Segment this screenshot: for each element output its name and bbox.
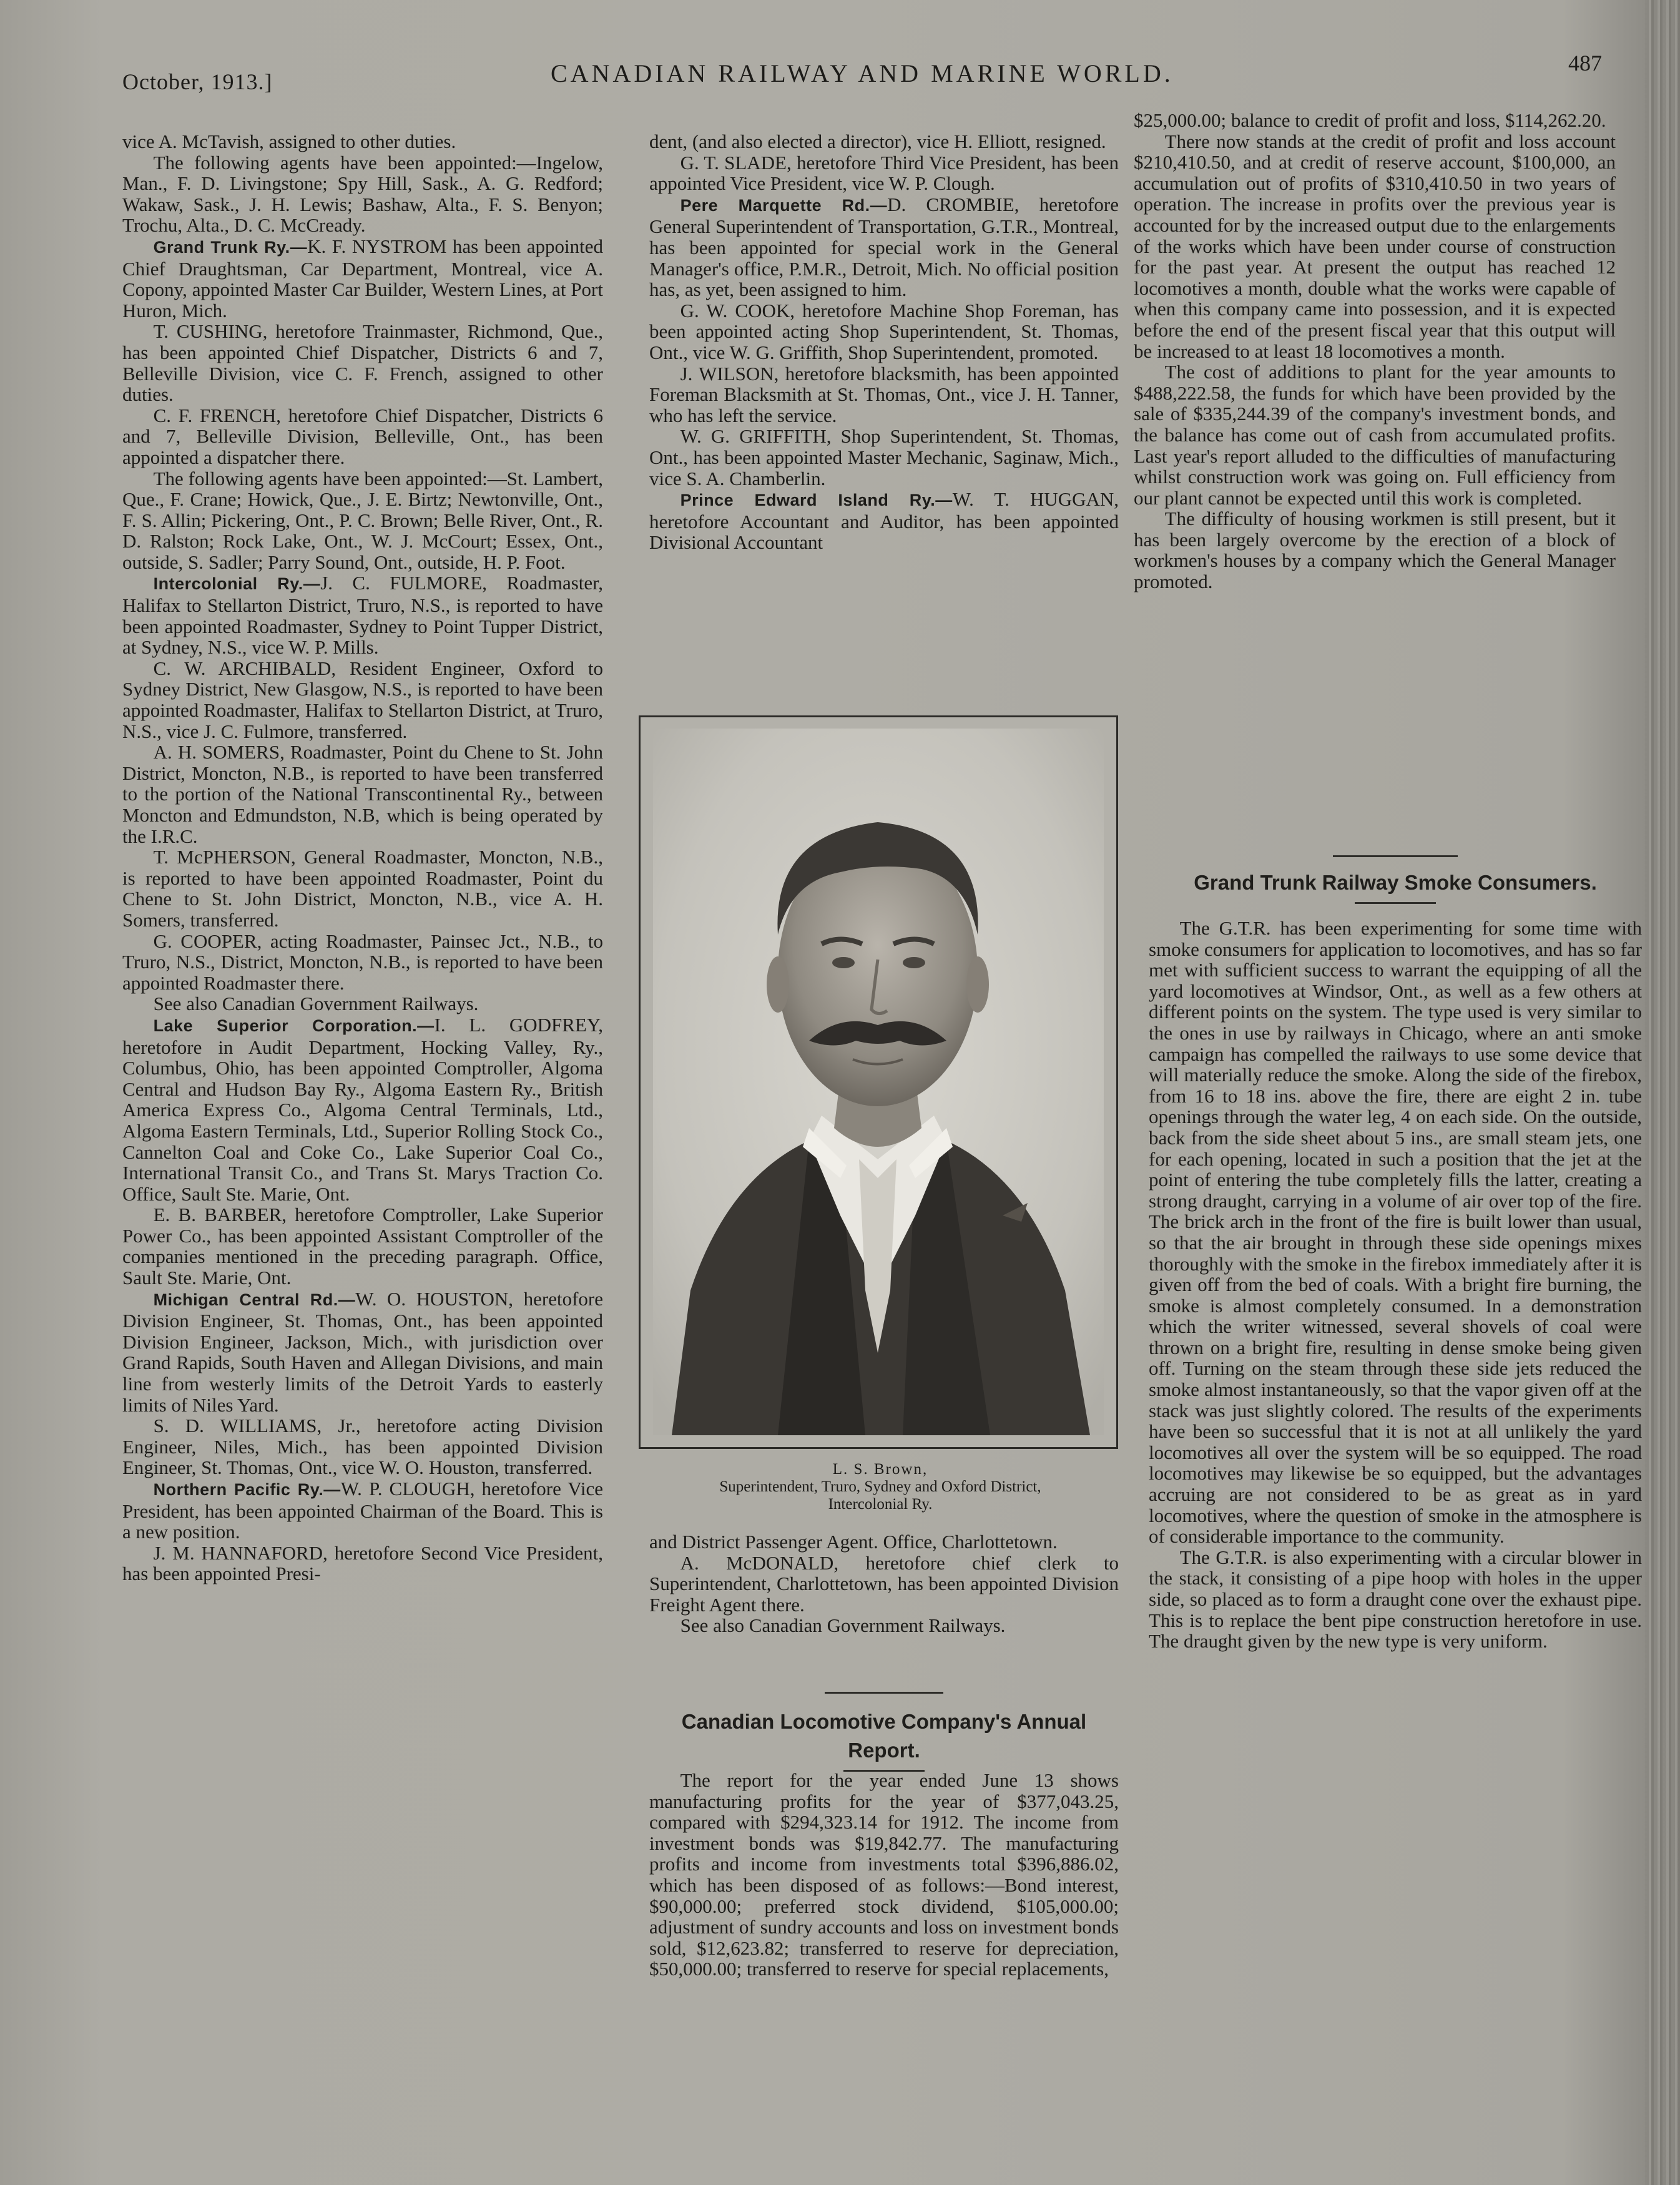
paragraph xyxy=(1149,918,1642,1547)
section-heading-smoke-consumers xyxy=(1149,855,1642,904)
paragraph xyxy=(649,489,1119,553)
issue-date: October, 1913.] xyxy=(122,69,273,94)
company-heading: Northern Pacific Ry.— xyxy=(153,1480,341,1499)
heading-text: Grand Trunk Railway Smoke Consumers. xyxy=(1194,871,1597,894)
paragraph-text: A. McDONALD, heretofore chief clerk to Superintendent, Charlottetown, has been appointed Division Freight Agent there. xyxy=(649,1551,1119,1616)
caption-railway: Intercolonial Ry. xyxy=(828,1496,933,1513)
paragraph-text: The following agents have been appointed:—St. Lambert, Que., F. Crane; Howick, Que., J. E. Birtz; Newtonville, Ont., F. S. Allin; Pickering, Ont., P. C. Brown; Belle River, Ont., R. D. Ralston; Rock Lake, Ont., W. J. McCourt; Essex, Ont., outside, S. Sadler; Parry Sound, Ont., outside, H. P. Foot. xyxy=(122,467,603,573)
paragraph-text: J. M. HANNAFORD, heretofore Second Vice President, has been appointed Presi- xyxy=(122,1541,603,1585)
paragraph xyxy=(649,131,1119,152)
paragraph-text: T. CUSHING, heretofore Trainmaster, Richmond, Que., has been appointed Chief Dispatcher, Districts 6 and 7, Belleville Division, vice C. F. French, assigned to other duties. xyxy=(122,320,603,406)
paragraph xyxy=(649,1553,1119,1616)
paragraph-text: S. D. WILLIAMS, Jr., heretofore acting Division Engineer, Niles, Mich., has been appointed Division Engineer, St. Thomas, Ont., vice W. O. Houston, transferred. xyxy=(122,1415,603,1479)
paragraph-text: C. W. ARCHIBALD, Resident Engineer, Oxford to Sydney District, New Glasgow, N.S., is reported to have been appointed Roadmaster, Halifax to Stellarton District, at Truro, N.S., vice J. C. Fulmore, transferred. xyxy=(122,657,603,742)
column-3-bottom xyxy=(1149,918,1642,1652)
paragraph-text: The following agents have been appointed:—Ingelow, Man., F. D. Livingstone; Spy Hill, Sask., A. G. Redford; Wakaw, Sask., J. H. Lewis; Bashaw, Alta., F. S. Benyon; Trochu, Alta., D. C. McCready. xyxy=(122,151,603,237)
paragraph xyxy=(122,1415,603,1478)
paragraph-text: A. H. SOMERS, Roadmaster, Point du Chene to St. John District, Moncton, N.B., is reported to have been transferred to the portion of the National Transcontinental Ry., between Moncton and Edmundston, N.B, which is being operated by the I.R.C. xyxy=(122,741,603,847)
paragraph-text: vice A. McTavish, assigned to other duties. xyxy=(122,130,456,152)
paragraph-text: W. G. GRIFFITH, Shop Superintendent, St. Thomas, Ont., has been appointed Master Mechanic, Saginaw, Mich., vice S. A. Chamberlin. xyxy=(649,425,1119,489)
paragraph xyxy=(122,405,603,468)
paragraph xyxy=(1134,131,1616,362)
column-2-bottom xyxy=(649,1770,1119,1980)
paragraph xyxy=(122,572,603,657)
paragraph-text: The report for the year ended June 13 shows manufacturing profits for the year of $377,043.25, compared with $294,323.14 for 1912. The income from investment bonds was $19,842.77. The manufacturing profits and income from investments total $396,886.02, which has been disposed of as follows:—Bond interest, $90,000.00; preferred stock dividend, $105,000.00; adjustment of sundry accounts and loss on investment bonds sold, $12,623.82; transferred to reserve for depreciation, $50,000.00; transferred to reserve for special replacements, xyxy=(649,1769,1119,1980)
company-heading: Michigan Central Rd.— xyxy=(153,1290,356,1309)
paragraph xyxy=(122,658,603,742)
paragraph xyxy=(122,152,603,236)
paragraph-text: J. C. FULMORE, Roadmaster, Halifax to Stellarton District, Truro, N.S., is reported to have been appointed Roadmaster, Sydney to Point Tupper District, at Sydney, N.S., vice W. P. Mills. xyxy=(122,572,603,659)
paragraph-text: See also Canadian Government Railways. xyxy=(680,1614,1006,1637)
paragraph-text: The G.T.R. has been experimenting for some time with smoke consumers for application to locomotives, and has so far met with sufficient success to warrant the equipping of all the yard locomotives at Windsor, Ont., as well as a few others at different points on the system. The type used is very similar to the ones in use by railways in Chicago, where an anti smoke campaign has compelled the railways to use some device that will materially reduce the smoke. Along the side of the firebox, from 16 to 18 ins. above the fire, there are eight 2 in. tube openings through the water leg, 4 on each side. On the outside, back from the side sheet about 5 ins., are small steam jets, one for each opening, located in such a position that the jet at the point of entering the tube completely fills the latter, creating a strong draught, carrying in a volume of air over top of the fire. The brick arch in the front of the fire is built lower than usual, so that the air brought in through these side openings mixes thoroughly with the smoke in the firebox immediately after it is given off from the bed of coals. With a bright fire burning, the smoke is almost completely consumed. In a demonstration which the writer witnessed, several shovels of coal were thrown on a bright fire, resulting in dense smoke being given off. Turning on the steam through these side jets reduced the smoke almost instantaneously, so that the vapor given off at the stack was just slightly colored. The results of the experiments have been so successful that it is not at all unlikely the yard locomotives all over the system will be so equipped. The road locomotives may likewise be so equipped, but the advantages accruing are not considered to be as great as in yard locomotives, where the question of smoke in the atmosphere is of considerable importance to the community. xyxy=(1149,917,1642,1548)
paragraph-text: E. B. BARBER, heretofore Comptroller, Lake Superior Power Co., has been appointed Assistant Comptroller of the companies mentioned in the preceding paragraph. Office, Sault Ste. Marie, Ont. xyxy=(122,1204,603,1289)
company-heading: Pere Marquette Rd.— xyxy=(680,195,888,215)
paragraph xyxy=(122,1014,603,1204)
paragraph xyxy=(1149,1547,1642,1652)
paragraph xyxy=(1134,361,1616,508)
section-rule-bottom xyxy=(1355,902,1436,904)
paragraph-text: See also Canadian Government Railways. xyxy=(153,993,479,1015)
publication-title: CANADIAN RAILWAY AND MARINE WORLD. xyxy=(551,59,1174,87)
paragraph xyxy=(649,194,1119,300)
company-heading: Grand Trunk Ry.— xyxy=(153,237,308,257)
paragraph xyxy=(122,468,603,573)
company-heading: Prince Edward Island Ry.— xyxy=(680,491,953,510)
paragraph-text: dent, (and also elected a director), vice H. Elliott, resigned. xyxy=(649,130,1106,152)
paragraph xyxy=(122,847,603,930)
paragraph xyxy=(649,363,1119,426)
paragraph-text: The G.T.R. is also experimenting with a circular blower in the stack, it consisting of a pipe hoop with holes in the upper side, so placed as to form a draught cone over the exhaust pipe. This is to replace the bent pipe construction heretofore in use. The draught given by the new type is very uniform. xyxy=(1149,1546,1642,1652)
paragraph-text: G. T. SLADE, heretofore Third Vice President, has been appointed Vice President, vice W. P. Clough. xyxy=(649,151,1119,195)
paragraph xyxy=(649,152,1119,194)
paragraph xyxy=(122,1478,603,1543)
section-heading-locomotive-report xyxy=(649,1692,1119,1772)
paragraph xyxy=(122,1204,603,1288)
company-heading: Intercolonial Ry.— xyxy=(153,574,321,594)
paragraph xyxy=(122,931,603,994)
paragraph-text: The difficulty of housing workmen is still present, but it has been largely overcome by the erection of a block of workmen's houses by a company which the General Manager promoted. xyxy=(1134,508,1616,593)
paragraph-text: W. P. CLOUGH, heretofore Vice President, has been appointed Chairman of the Board. This is a new position. xyxy=(122,1478,603,1543)
paragraph xyxy=(122,1543,603,1584)
paragraph-text: W. O. HOUSTON, heretofore Division Engineer, St. Thomas, Ont., has been appointed Division Engineer, Jackson, Mich., with jurisdiction over Grand Rapids, South Haven and Allegan Divisions, and main line from westerly limits of the Detroit Yards to easterly limits of Niles Yard. xyxy=(122,1287,603,1416)
paragraph-text: K. F. NYSTROM has been appointed Chief Draughtsman, Car Department, Montreal, vice A. Copony, appointed Master Car Builder, Western Lines, at Port Huron, Mich. xyxy=(122,235,604,322)
paragraph-text: There now stands at the credit of profit and loss account $210,410.50, and at credit of reserve account, $100,000, an accumulation out of profits of $310,410.50 in two years of operation. The increase in profits over the previous year is accounted for by the increased output due to the enlargements of the works which have been under course of construction for the past year. At present the output has reached 12 locomotives a month, double what the works were capable of when this company came into possession, and it is expected before the end of the present fiscal year that this output will be increased to at least 18 locomotives a month. xyxy=(1134,130,1616,362)
page-number: 487 xyxy=(1568,51,1602,76)
caption-name: L. S. Brown, xyxy=(832,1461,928,1478)
paragraph-text: T. McPHERSON, General Roadmaster, Moncton, N.B., is reported to have been appointed Roadmaster, Point du Chene to St. John District, Moncton, N.B., vice A. H. Somers, transferred. xyxy=(122,846,603,931)
paragraph xyxy=(122,131,603,152)
paragraph-text: D. CROMBIE, heretofore General Superintendent of Transportation, G.T.R., Montreal, has been appointed for special work in the General Manager's office, P.M.R., Detroit, Mich. No official position has, as yet, been assigned to him. xyxy=(649,193,1119,301)
paragraph-text: $25,000.00; balance to credit of profit and loss, $114,262.20. xyxy=(1134,109,1606,131)
portrait-illustration xyxy=(653,729,1104,1435)
paragraph xyxy=(649,300,1119,363)
heading-line-1: Canadian Locomotive Company's Annual xyxy=(681,1710,1087,1733)
paragraph xyxy=(122,321,603,405)
paragraph xyxy=(122,742,603,847)
paragraph xyxy=(649,1770,1119,1980)
caption-title: Superintendent, Truro, Sydney and Oxford District, xyxy=(719,1478,1041,1495)
paragraph-text: and District Passenger Agent. Office, Charlottetown. xyxy=(649,1531,1058,1553)
column-1 xyxy=(122,131,603,1584)
paragraph xyxy=(1134,508,1616,592)
photo-caption xyxy=(643,1461,1118,1513)
section-rule-top xyxy=(825,1692,943,1694)
company-heading: Lake Superior Corporation.— xyxy=(153,1016,435,1035)
paragraph xyxy=(649,426,1119,489)
portrait-photo xyxy=(639,715,1118,1449)
column-2-middle xyxy=(649,1531,1119,1636)
paragraph xyxy=(122,236,603,321)
portrait-image xyxy=(653,729,1104,1435)
column-2-top xyxy=(649,131,1119,553)
paragraph-text: G. COOPER, acting Roadmaster, Painsec Jct., N.B., to Truro, N.S., District, Moncton, N.B., is reported to have been appointed Roadmaster there. xyxy=(122,930,603,994)
paragraph xyxy=(649,1531,1119,1553)
heading-line-2: Report. xyxy=(848,1739,920,1762)
paragraph-text: J. WILSON, heretofore blacksmith, has been appointed Foreman Blacksmith at St. Thomas, Ont., vice J. H. Tanner, who has left the service. xyxy=(649,362,1119,426)
page-binding-edge xyxy=(1645,0,1680,2185)
column-3-top xyxy=(1134,110,1616,592)
page-header xyxy=(0,44,1680,94)
paragraph-text: W. T. HUGGAN, heretofore Accountant and Auditor, has been appointed Divisional Accountant xyxy=(649,488,1119,554)
paragraph xyxy=(1134,110,1616,131)
paragraph-text: I. L. GODFREY, heretofore in Audit Department, Hocking Valley, Ry., Columbus, Ohio, has been appointed Comptroller, Algoma Central and Hudson Bay Ry., Algoma Eastern Ry., British America Express Co., Algoma Central Terminals, Ltd., Algoma Eastern Terminals, Ltd., Superior Rolling Stock Co., Cannelton Coal and Coke Co., Lake Superior Coal Co., International Transit Co., and Trans St. Marys Traction Co. Office, Sault Ste. Marie, Ont. xyxy=(122,1013,603,1205)
paragraph-text: C. F. FRENCH, heretofore Chief Dispatcher, Districts 6 and 7, Belleville Division, Belleville, Ont., has been appointed a dispatcher there. xyxy=(122,404,603,468)
section-rule-top xyxy=(1333,855,1458,857)
paragraph xyxy=(122,1289,603,1416)
paragraph-text: G. W. COOK, heretofore Machine Shop Foreman, has been appointed acting Shop Superintendent, St. Thomas, Ont., vice W. G. Griffith, Shop Superintendent, promoted. xyxy=(649,299,1119,363)
paragraph-text: The cost of additions to plant for the year amounts to $488,222.58, the funds for which have been provided by the sale of $335,244.39 of the company's investment bonds, and the balance has come out of cash from accumulated profits. Last year's report alluded to the difficulties of manufacturing whilst construction work was going on. Full efficiency from our plant cannot be expected until this work is completed. xyxy=(1134,361,1616,509)
paragraph xyxy=(122,993,603,1014)
paragraph xyxy=(649,1615,1119,1636)
